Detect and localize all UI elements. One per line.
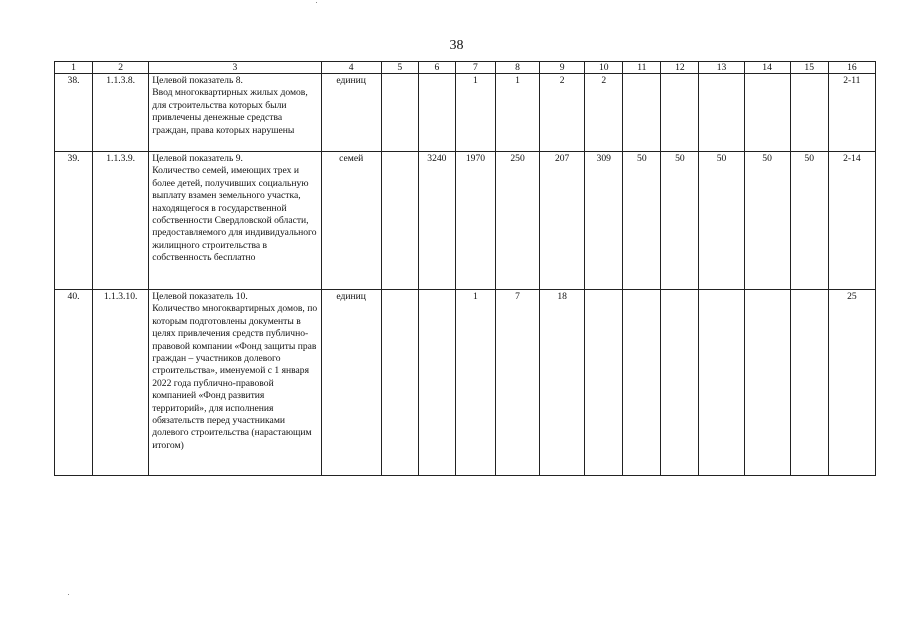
value-cell: 1 — [496, 74, 540, 152]
column-header: 11 — [623, 62, 661, 74]
indicator-name: Целевой показатель 9. Количество семей, имеющих трех и более детей, получивших социальную выплату взамен земельного участка, находящегося в государственной собственности Свердловской области, предоставляемого для индивидуального жилищного строительства в собственность бесплатно — [149, 152, 321, 290]
row-code: 1.1.3.9. — [93, 152, 149, 290]
reference-cell: 2-14 — [828, 152, 875, 290]
table-row — [55, 74, 876, 152]
unit-cell: единиц — [321, 290, 381, 476]
column-header: 14 — [744, 62, 790, 74]
scan-speck — [68, 594, 69, 595]
value-cell: 207 — [540, 152, 585, 290]
value-cell: 1 — [455, 74, 495, 152]
row-code: 1.1.3.8. — [93, 74, 149, 152]
value-cell — [661, 290, 699, 476]
value-cell — [744, 74, 790, 152]
value-cell: 18 — [540, 290, 585, 476]
indicator-name: Целевой показатель 8. Ввод многоквартирных жилых домов, для строительства которых были привлечены денежные средства граждан, права которых нарушены — [149, 74, 321, 152]
column-header: 7 — [455, 62, 495, 74]
column-header: 3 — [149, 62, 321, 74]
reference-cell: 25 — [828, 290, 875, 476]
table-row — [55, 290, 876, 476]
value-cell — [699, 290, 744, 476]
value-cell — [699, 74, 744, 152]
value-cell — [744, 290, 790, 476]
row-number: 38. — [55, 74, 93, 152]
column-header: 5 — [381, 62, 418, 74]
column-header: 9 — [540, 62, 585, 74]
value-cell — [661, 74, 699, 152]
column-header: 16 — [828, 62, 875, 74]
page-number: 38 — [449, 38, 464, 53]
value-cell — [623, 74, 661, 152]
value-cell: 2 — [540, 74, 585, 152]
indicator-name: Целевой показатель 10. Количество многоквартирных домов, по которым подготовлены документы в целях привлечения средств публично-правовой компании «Фонд защиты прав граждан – участников долевого строительства», именуемой с 1 января 2022 года публично-правовой компанией «Фонд развития территорий», для исполнения обязательств перед участниками долевого строительства (нарастающим итогом) — [149, 290, 321, 476]
indicator-table — [54, 61, 876, 476]
value-cell — [381, 152, 418, 290]
value-cell — [585, 290, 623, 476]
value-cell: 50 — [790, 152, 828, 290]
row-number: 39. — [55, 152, 93, 290]
value-cell: 250 — [496, 152, 540, 290]
reference-cell: 2-11 — [828, 74, 875, 152]
value-cell — [381, 290, 418, 476]
column-number-row — [55, 62, 876, 74]
row-number: 40. — [55, 290, 93, 476]
value-cell: 50 — [623, 152, 661, 290]
column-header: 12 — [661, 62, 699, 74]
unit-cell: единиц — [321, 74, 381, 152]
value-cell: 3240 — [418, 152, 455, 290]
row-code: 1.1.3.10. — [93, 290, 149, 476]
value-cell — [418, 290, 455, 476]
value-cell: 309 — [585, 152, 623, 290]
unit-cell: семей — [321, 152, 381, 290]
column-header: 10 — [585, 62, 623, 74]
column-header: 15 — [790, 62, 828, 74]
scan-speck — [316, 2, 317, 3]
column-header: 6 — [418, 62, 455, 74]
value-cell — [790, 74, 828, 152]
value-cell: 50 — [699, 152, 744, 290]
value-cell: 1 — [455, 290, 495, 476]
column-header: 2 — [93, 62, 149, 74]
value-cell — [790, 290, 828, 476]
value-cell: 50 — [661, 152, 699, 290]
value-cell: 1970 — [455, 152, 495, 290]
value-cell — [381, 74, 418, 152]
value-cell — [623, 290, 661, 476]
value-cell: 2 — [585, 74, 623, 152]
value-cell: 7 — [496, 290, 540, 476]
column-header: 1 — [55, 62, 93, 74]
column-header: 13 — [699, 62, 744, 74]
value-cell: 50 — [744, 152, 790, 290]
column-header: 4 — [321, 62, 381, 74]
column-header: 8 — [496, 62, 540, 74]
table-row — [55, 152, 876, 290]
value-cell — [418, 74, 455, 152]
